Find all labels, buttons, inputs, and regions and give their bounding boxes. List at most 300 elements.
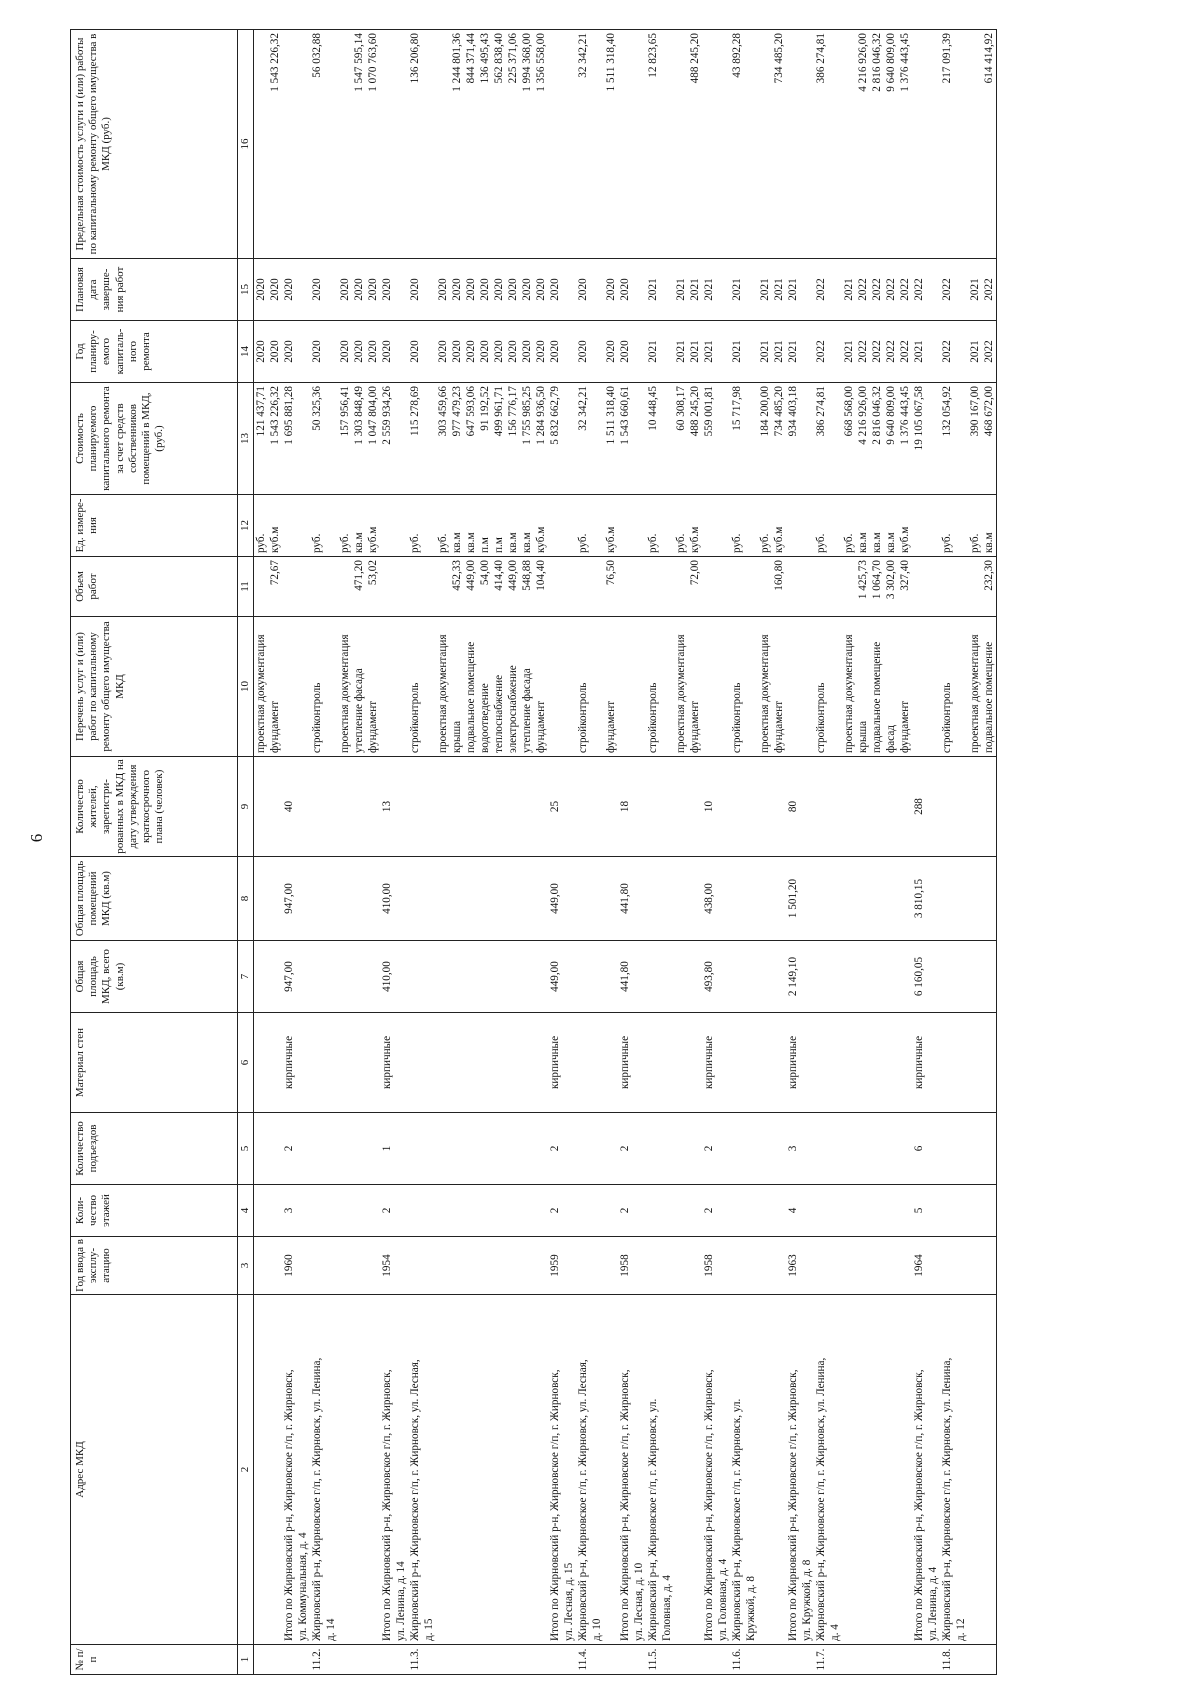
work-volume-cell — [310, 557, 324, 617]
year-built-cell — [940, 1237, 954, 1295]
address-cell: Головная, д. 4 — [660, 1295, 674, 1645]
table-row — [576, 30, 590, 1675]
address-cell: Итого по Жирновский р-н, Жирновское г/п, г. Жирновск, — [282, 1295, 296, 1645]
row-number — [324, 1645, 338, 1675]
entrances-cell — [758, 1113, 772, 1185]
unit-cell — [660, 495, 674, 557]
residents-cell — [296, 757, 310, 857]
row-number — [702, 1645, 716, 1675]
completion-date-cell: 2021 — [730, 259, 744, 321]
wall-material-cell — [296, 1013, 310, 1113]
cost-cell — [590, 383, 604, 495]
total-area-cell — [590, 941, 604, 1013]
table-row — [492, 30, 506, 1675]
entrances-cell — [590, 1113, 604, 1185]
column-header: Объем работ — [71, 557, 238, 617]
total-area-cell — [730, 941, 744, 1013]
entrances-cell — [954, 1113, 968, 1185]
limit-cost-cell — [380, 30, 394, 259]
unit-cell: руб. — [310, 495, 324, 557]
cost-cell: 15 717,98 — [730, 383, 744, 495]
completion-date-cell: 2022 — [884, 259, 898, 321]
work-name-cell: фундамент — [366, 617, 380, 757]
repair-year-cell: 2020 — [380, 321, 394, 383]
unit-cell — [702, 495, 716, 557]
address-cell — [856, 1295, 870, 1645]
row-number — [660, 1645, 674, 1675]
year-built-cell — [744, 1237, 758, 1295]
entrances-cell: 1 — [380, 1113, 394, 1185]
work-name-cell: стройконтроль — [646, 617, 660, 757]
limit-cost-cell: 1 994 368,00 — [520, 30, 534, 259]
work-name-cell: проектная документация — [674, 617, 688, 757]
unit-cell — [380, 495, 394, 557]
completion-date-cell: 2020 — [352, 259, 366, 321]
residents-cell — [800, 757, 814, 857]
repair-year-cell — [744, 321, 758, 383]
address-cell: Жирновский р-н, Жирновское г/п, г. Жирновск, ул. Ленина, — [940, 1295, 954, 1645]
floors-cell — [828, 1185, 842, 1237]
limit-cost-cell: 43 892,28 — [730, 30, 744, 259]
floors-cell — [842, 1185, 856, 1237]
floors-cell: 2 — [618, 1185, 632, 1237]
table-row — [478, 30, 492, 1675]
unit-cell: кв.м — [884, 495, 898, 557]
cost-cell: 19 105 067,58 — [912, 383, 926, 495]
year-built-cell — [884, 1237, 898, 1295]
address-cell: ул. Головная, д. 4 — [716, 1295, 730, 1645]
year-built-cell: 1960 — [282, 1237, 296, 1295]
year-built-cell — [716, 1237, 730, 1295]
rooms-area-cell — [660, 857, 674, 941]
year-built-cell — [478, 1237, 492, 1295]
residents-cell — [828, 757, 842, 857]
wall-material-cell: кирпичные — [786, 1013, 800, 1113]
unit-cell: кв.м — [450, 495, 464, 557]
row-number — [632, 1645, 646, 1675]
floors-cell: 2 — [702, 1185, 716, 1237]
residents-cell — [478, 757, 492, 857]
rooms-area-cell — [268, 857, 282, 941]
total-area-cell — [324, 941, 338, 1013]
work-volume-cell — [562, 557, 576, 617]
work-volume-cell: 327,40 — [898, 557, 912, 617]
column-number: 1 — [238, 1645, 254, 1675]
row-number — [492, 1645, 506, 1675]
residents-cell — [422, 757, 436, 857]
unit-cell — [926, 495, 940, 557]
repair-year-cell: 2020 — [534, 321, 548, 383]
unit-cell — [800, 495, 814, 557]
year-built-cell — [898, 1237, 912, 1295]
total-area-cell — [646, 941, 660, 1013]
unit-cell: руб. — [436, 495, 450, 557]
limit-cost-cell — [618, 30, 632, 259]
row-number — [464, 1645, 478, 1675]
completion-date-cell: 2022 — [870, 259, 884, 321]
cost-cell: 50 325,36 — [310, 383, 324, 495]
work-name-cell — [716, 617, 730, 757]
row-number — [674, 1645, 688, 1675]
completion-date-cell: 2020 — [310, 259, 324, 321]
year-built-cell — [394, 1237, 408, 1295]
row-number — [828, 1645, 842, 1675]
address-cell: Жирновский р-н, Жирновское г/п, г. Жирновск, ул. Ленина, — [310, 1295, 324, 1645]
completion-date-cell — [562, 259, 576, 321]
residents-cell: 25 — [548, 757, 562, 857]
row-number: 11.4. — [576, 1645, 590, 1675]
work-name-cell: крыша — [450, 617, 464, 757]
floors-cell — [450, 1185, 464, 1237]
repair-year-cell: 2020 — [338, 321, 352, 383]
column-number: 16 — [238, 30, 254, 259]
limit-cost-cell — [632, 30, 646, 259]
entrances-cell — [828, 1113, 842, 1185]
rooms-area-cell: 947,00 — [282, 857, 296, 941]
table-row — [408, 30, 422, 1675]
column-header: Адрес МКД — [71, 1295, 238, 1645]
limit-cost-cell — [674, 30, 688, 259]
row-number: 11.3. — [408, 1645, 422, 1675]
address-cell: д. 12 — [954, 1295, 968, 1645]
row-number — [688, 1645, 702, 1675]
address-cell: Итого по Жирновский р-н, Жирновское г/п, г. Жирновск, — [912, 1295, 926, 1645]
wall-material-cell — [394, 1013, 408, 1113]
residents-cell: 18 — [618, 757, 632, 857]
floors-cell — [478, 1185, 492, 1237]
residents-cell — [562, 757, 576, 857]
rooms-area-cell — [940, 857, 954, 941]
rooms-area-cell — [310, 857, 324, 941]
repair-year-cell: 2021 — [730, 321, 744, 383]
table-row — [646, 30, 660, 1675]
residents-cell — [604, 757, 618, 857]
column-header: Общая площадь МКД, всего (кв.м) — [71, 941, 238, 1013]
cost-cell: 184 200,00 — [758, 383, 772, 495]
wall-material-cell — [800, 1013, 814, 1113]
unit-cell: руб. — [576, 495, 590, 557]
work-name-cell: стройконтроль — [814, 617, 828, 757]
column-header: Коли-чество этажей — [71, 1185, 238, 1237]
completion-date-cell: 2020 — [408, 259, 422, 321]
rooms-area-cell — [926, 857, 940, 941]
address-cell — [772, 1295, 786, 1645]
work-volume-cell — [632, 557, 646, 617]
work-name-cell — [590, 617, 604, 757]
work-volume-cell: 414,40 — [492, 557, 506, 617]
table-row — [716, 30, 730, 1675]
row-number — [422, 1645, 436, 1675]
entrances-cell — [688, 1113, 702, 1185]
year-built-cell — [730, 1237, 744, 1295]
wall-material-cell — [884, 1013, 898, 1113]
repair-year-cell: 2021 — [758, 321, 772, 383]
work-volume-cell — [968, 557, 982, 617]
unit-cell — [562, 495, 576, 557]
wall-material-cell — [464, 1013, 478, 1113]
limit-cost-cell — [912, 30, 926, 259]
year-built-cell — [366, 1237, 380, 1295]
repair-year-cell: 2021 — [702, 321, 716, 383]
address-cell — [674, 1295, 688, 1645]
rooms-area-cell: 3 810,15 — [912, 857, 926, 941]
rooms-area-cell — [534, 857, 548, 941]
work-name-cell: крыша — [856, 617, 870, 757]
table-row — [954, 30, 968, 1675]
repair-year-cell — [926, 321, 940, 383]
rooms-area-cell — [604, 857, 618, 941]
row-number — [758, 1645, 772, 1675]
work-volume-cell — [660, 557, 674, 617]
unit-cell: куб.м — [366, 495, 380, 557]
completion-date-cell — [394, 259, 408, 321]
total-area-cell — [800, 941, 814, 1013]
repair-year-cell: 2022 — [884, 321, 898, 383]
total-area-cell — [352, 941, 366, 1013]
total-area-cell — [716, 941, 730, 1013]
cost-cell: 647 593,06 — [464, 383, 478, 495]
work-name-cell — [282, 617, 296, 757]
work-name-cell — [800, 617, 814, 757]
completion-date-cell — [632, 259, 646, 321]
unit-cell: кв.м — [464, 495, 478, 557]
work-name-cell: проектная документация — [254, 617, 269, 757]
year-built-cell — [492, 1237, 506, 1295]
row-number — [786, 1645, 800, 1675]
repair-year-cell — [954, 321, 968, 383]
table-row — [380, 30, 394, 1675]
table-row — [422, 30, 436, 1675]
repair-year-cell: 2022 — [856, 321, 870, 383]
completion-date-cell — [296, 259, 310, 321]
unit-cell: руб. — [408, 495, 422, 557]
entrances-cell: 2 — [702, 1113, 716, 1185]
floors-cell — [254, 1185, 269, 1237]
year-built-cell — [688, 1237, 702, 1295]
work-name-cell: стройконтроль — [940, 617, 954, 757]
work-volume-cell: 1 425,73 — [856, 557, 870, 617]
year-built-cell — [534, 1237, 548, 1295]
wall-material-cell — [940, 1013, 954, 1113]
year-built-cell: 1964 — [912, 1237, 926, 1295]
floors-cell: 3 — [282, 1185, 296, 1237]
cost-cell: 1 755 985,25 — [520, 383, 534, 495]
completion-date-cell: 2020 — [576, 259, 590, 321]
rooms-area-cell — [576, 857, 590, 941]
rooms-area-cell — [814, 857, 828, 941]
work-name-cell — [954, 617, 968, 757]
address-cell — [604, 1295, 618, 1645]
limit-cost-cell — [590, 30, 604, 259]
entrances-cell — [716, 1113, 730, 1185]
year-built-cell — [408, 1237, 422, 1295]
limit-cost-cell — [758, 30, 772, 259]
residents-cell: 40 — [282, 757, 296, 857]
completion-date-cell — [800, 259, 814, 321]
repair-year-cell: 2020 — [436, 321, 450, 383]
wall-material-cell — [254, 1013, 269, 1113]
completion-date-cell: 2020 — [380, 259, 394, 321]
wall-material-cell — [422, 1013, 436, 1113]
floors-cell — [352, 1185, 366, 1237]
table-row — [758, 30, 772, 1675]
work-name-cell — [562, 617, 576, 757]
limit-cost-cell: 1 376 443,45 — [898, 30, 912, 259]
address-cell — [968, 1295, 982, 1645]
work-name-cell — [912, 617, 926, 757]
wall-material-cell — [436, 1013, 450, 1113]
work-name-cell: проектная документация — [968, 617, 982, 757]
repair-year-cell: 2020 — [548, 321, 562, 383]
residents-cell — [940, 757, 954, 857]
work-name-cell: стройконтроль — [576, 617, 590, 757]
limit-cost-cell — [324, 30, 338, 259]
cost-cell: 386 274,81 — [814, 383, 828, 495]
rooms-area-cell — [982, 857, 997, 941]
work-volume-cell — [422, 557, 436, 617]
rooms-area-cell — [422, 857, 436, 941]
address-cell: Жирновский р-н, Жирновское г/п, г. Жирновск, ул. Ленина, — [814, 1295, 828, 1645]
floors-cell — [730, 1185, 744, 1237]
residents-cell — [338, 757, 352, 857]
row-number — [366, 1645, 380, 1675]
residents-cell — [268, 757, 282, 857]
total-area-cell — [450, 941, 464, 1013]
repair-year-cell: 2021 — [968, 321, 982, 383]
total-area-cell — [688, 941, 702, 1013]
capital-repair-table — [70, 29, 997, 1675]
table-row — [590, 30, 604, 1675]
cost-cell: 934 403,18 — [786, 383, 800, 495]
limit-cost-cell — [254, 30, 269, 259]
completion-date-cell — [590, 259, 604, 321]
limit-cost-cell — [296, 30, 310, 259]
total-area-cell: 947,00 — [282, 941, 296, 1013]
entrances-cell — [856, 1113, 870, 1185]
residents-cell — [352, 757, 366, 857]
work-name-cell — [660, 617, 674, 757]
entrances-cell — [940, 1113, 954, 1185]
residents-cell — [758, 757, 772, 857]
completion-date-cell: 2021 — [786, 259, 800, 321]
limit-cost-cell — [338, 30, 352, 259]
repair-year-cell — [562, 321, 576, 383]
limit-cost-cell — [954, 30, 968, 259]
row-number — [254, 1645, 269, 1675]
work-name-cell: теплоснабжение — [492, 617, 506, 757]
table-row — [450, 30, 464, 1675]
address-cell — [898, 1295, 912, 1645]
completion-date-cell: 2020 — [464, 259, 478, 321]
residents-cell — [730, 757, 744, 857]
rooms-area-cell — [688, 857, 702, 941]
limit-cost-cell — [422, 30, 436, 259]
limit-cost-cell: 136 495,43 — [478, 30, 492, 259]
floors-cell — [744, 1185, 758, 1237]
rooms-area-cell — [646, 857, 660, 941]
wall-material-cell: кирпичные — [282, 1013, 296, 1113]
wall-material-cell — [478, 1013, 492, 1113]
entrances-cell — [366, 1113, 380, 1185]
unit-cell — [632, 495, 646, 557]
completion-date-cell: 2022 — [912, 259, 926, 321]
column-number: 13 — [238, 383, 254, 495]
entrances-cell — [646, 1113, 660, 1185]
wall-material-cell — [856, 1013, 870, 1113]
column-number: 4 — [238, 1185, 254, 1237]
work-volume-cell: 76,50 — [604, 557, 618, 617]
completion-date-cell: 2021 — [702, 259, 716, 321]
table-row — [324, 30, 338, 1675]
table-row — [338, 30, 352, 1675]
residents-cell — [394, 757, 408, 857]
work-volume-cell — [590, 557, 604, 617]
work-volume-cell — [842, 557, 856, 617]
completion-date-cell: 2020 — [366, 259, 380, 321]
total-area-cell — [870, 941, 884, 1013]
residents-cell: 10 — [702, 757, 716, 857]
row-number — [604, 1645, 618, 1675]
residents-cell — [534, 757, 548, 857]
total-area-cell — [562, 941, 576, 1013]
repair-year-cell: 2021 — [688, 321, 702, 383]
work-name-cell: фундамент — [688, 617, 702, 757]
table-row — [506, 30, 520, 1675]
repair-year-cell — [324, 321, 338, 383]
entrances-cell — [968, 1113, 982, 1185]
year-built-cell: 1958 — [702, 1237, 716, 1295]
residents-cell — [674, 757, 688, 857]
work-name-cell: фундамент — [772, 617, 786, 757]
cost-cell: 734 485,20 — [772, 383, 786, 495]
wall-material-cell — [534, 1013, 548, 1113]
unit-cell: руб. — [968, 495, 982, 557]
repair-year-cell — [394, 321, 408, 383]
year-built-cell — [926, 1237, 940, 1295]
unit-cell — [716, 495, 730, 557]
residents-cell — [310, 757, 324, 857]
table-row — [870, 30, 884, 1675]
address-cell: Жирновский р-н, Жирновское г/п, г. Жирновск, ул. — [646, 1295, 660, 1645]
entrances-cell — [450, 1113, 464, 1185]
wall-material-cell: кирпичные — [912, 1013, 926, 1113]
unit-cell: руб. — [646, 495, 660, 557]
residents-cell — [688, 757, 702, 857]
header-row — [71, 30, 238, 1675]
residents-cell — [898, 757, 912, 857]
year-built-cell — [436, 1237, 450, 1295]
entrances-cell — [744, 1113, 758, 1185]
completion-date-cell: 2022 — [982, 259, 997, 321]
limit-cost-cell: 225 371,06 — [506, 30, 520, 259]
row-number — [394, 1645, 408, 1675]
address-cell — [842, 1295, 856, 1645]
entrances-cell — [842, 1113, 856, 1185]
floors-cell — [688, 1185, 702, 1237]
row-number — [926, 1645, 940, 1675]
completion-date-cell: 2021 — [646, 259, 660, 321]
completion-date-cell: 2022 — [940, 259, 954, 321]
table-row — [884, 30, 898, 1675]
cost-cell: 10 448,45 — [646, 383, 660, 495]
repair-year-cell: 2020 — [492, 321, 506, 383]
address-cell: ул. Ленина, д. 14 — [394, 1295, 408, 1645]
completion-date-cell: 2022 — [856, 259, 870, 321]
address-cell: Итого по Жирновский р-н, Жирновское г/п, г. Жирновск, — [786, 1295, 800, 1645]
year-built-cell — [576, 1237, 590, 1295]
completion-date-cell: 2021 — [674, 259, 688, 321]
column-header: № п/п — [71, 1645, 238, 1675]
